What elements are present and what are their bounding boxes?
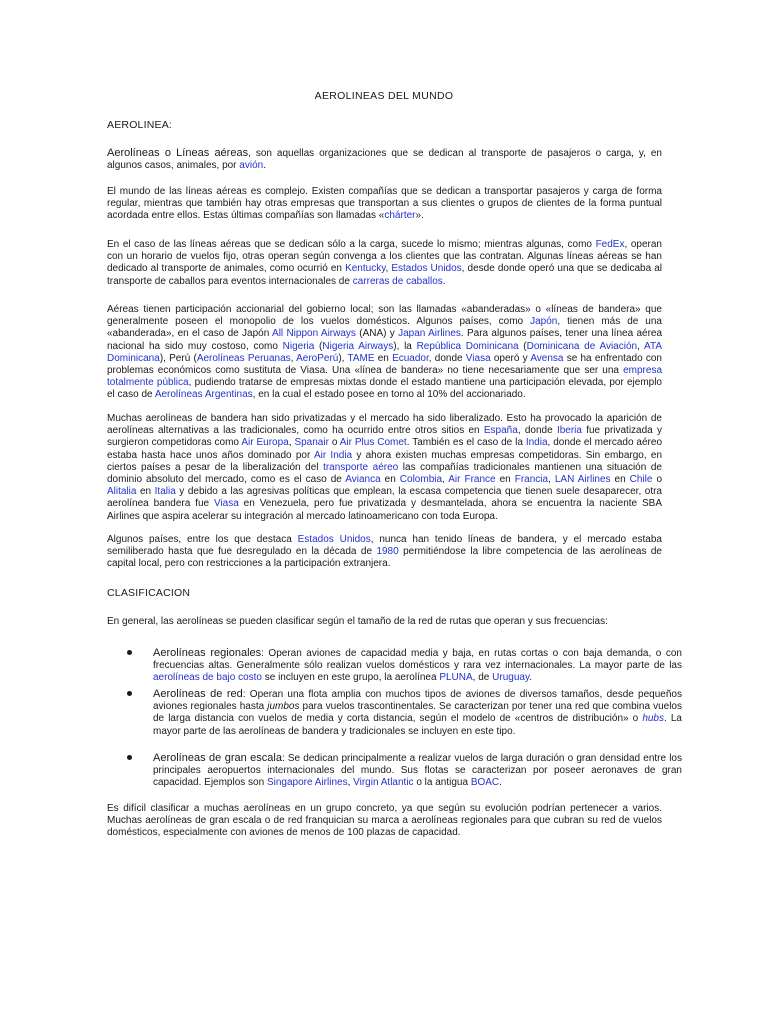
hyperlink[interactable]: España	[483, 425, 518, 437]
paragraph-deregulation	[107, 534, 662, 571]
hyperlink[interactable]: avión	[239, 160, 264, 172]
hyperlink[interactable]: aerolíneas de bajo costo	[153, 672, 262, 684]
section-heading-aerolinea: AEROLINEA:	[107, 119, 173, 131]
text-run: Muchas aerolíneas de bandera han sido privatizadas y el mercado ha sido liberalizado. Esto ha provocado la aparición de aerolíneas alternativas a las tradicionales, como ha ocurrido entre otros sitios en	[107, 413, 662, 437]
text-run: En general, las aerolíneas se pueden clasificar según el tamaño de la red de rutas que operan y sus frecuencias:	[107, 616, 608, 627]
text-run: en Venezuela, pero fue privatizada y desmantelada, ahora se encuentra la naciente SBA Airlines que aspira acelerar su integración al mercado latinoamericano con toda Europa.	[107, 498, 662, 522]
bullet-icon	[127, 755, 132, 760]
hyperlink[interactable]: Viasa	[465, 352, 491, 364]
hyperlink[interactable]: Ecuador	[392, 352, 429, 364]
hyperlink[interactable]: LAN Airlines	[554, 474, 611, 486]
hyperlink[interactable]: BOAC	[470, 777, 500, 789]
hyperlink[interactable]: Alitalia	[107, 486, 137, 498]
text-run: jumbos	[267, 701, 300, 713]
hyperlink[interactable]: 1980	[376, 546, 399, 558]
hyperlink[interactable]: Francia	[514, 474, 549, 486]
text-run: , operan con un horario de vuelos fijo, otras operan según convenga a los clientes que las contratan. Algunas líneas aéreas se han dedicado al transporte de animales, como ocurrió en	[107, 239, 662, 275]
paragraph-flag-carriers	[107, 304, 662, 402]
text-run: .	[499, 777, 502, 789]
text-run: Aerolíneas regionales	[153, 647, 262, 659]
bullet-icon	[127, 650, 132, 655]
text-run: , son aquellas organizaciones que se dedican al transporte de pasajeros o carga, y, en algunos casos, animales, por	[107, 148, 662, 172]
hyperlink[interactable]: Italia	[154, 486, 176, 498]
hyperlink[interactable]: Nigeria Airways	[322, 340, 394, 352]
text-run: , donde	[517, 425, 557, 437]
text-run: .	[263, 160, 266, 172]
hyperlink[interactable]: Iberia	[556, 425, 582, 437]
hyperlink[interactable]: Colombia	[399, 474, 443, 486]
text-run: Aerolíneas o Líneas aéreas	[107, 147, 249, 159]
text-run: . Para algunos países, tener una línea aérea nacional ha sido muy costoso, como	[107, 328, 663, 352]
text-run: en	[136, 486, 155, 498]
hyperlink[interactable]: hubs	[642, 713, 664, 725]
hyperlink[interactable]: Aerolíneas Argentinas	[154, 389, 253, 401]
hyperlink[interactable]: carreras de caballos	[352, 275, 443, 287]
text-run: las compañías tradicionales mantienen una situación de dominio absoluto del mercado, como es el caso de	[107, 461, 662, 486]
text-run: Es difícil clasificar a muchas aerolíneas en un grupo concreto, ya que según su evolución podrían pertenecer a varios. Muchas aerolíneas de gran escala o de red franquician su marca a aerolíneas regionales para que cubran su red de vuelos domésticos, especialmente con aviones de menos de 100 plazas de capacidad.	[107, 803, 662, 839]
text-run: Aerolíneas de red	[153, 688, 243, 700]
hyperlink[interactable]: Virgin Atlantic	[353, 777, 414, 789]
hyperlink[interactable]: Nigeria	[282, 340, 315, 352]
text-run: , en la cual el estado posee en torno al 10% del accionariado.	[252, 389, 526, 401]
hyperlink[interactable]: Dominicana de Aviación	[526, 340, 638, 352]
text-run: operó y	[490, 352, 531, 364]
hyperlink[interactable]: transporte aéreo	[323, 461, 399, 473]
hyperlink[interactable]: Viasa	[213, 498, 239, 510]
text-run: .	[529, 672, 532, 684]
paragraph-privatization	[107, 413, 662, 523]
text-run: ,	[290, 352, 297, 364]
hyperlink[interactable]: India	[525, 437, 548, 449]
text-run: o	[328, 437, 340, 449]
hyperlink[interactable]: Spanair	[294, 437, 329, 449]
text-run: Aéreas tienen participación accionarial del gobierno local; son las llamadas «abanderadas» o «líneas de bandera» que generalmente poseen el monopolio de los vuelos domésticos. Algunos países, como	[107, 304, 662, 328]
text-run: En el caso de las líneas aéreas que se dedican sólo a la carga, sucede lo mismo; mientras algunas, como	[107, 239, 596, 250]
text-run: fue privatizada y surgieron competidoras como	[107, 425, 662, 449]
text-run: en	[610, 474, 630, 486]
text-run: y ahora existen muchas empresas competidoras. Sin embargo, en ciertos países a pesar de la liberalización del	[107, 449, 663, 473]
hyperlink[interactable]: Aerolíneas Peruanas	[196, 352, 291, 364]
text-run: para vuelos trascontinentales. Se caracterizan por tener una red que combina vuelos de larga distancia con vuelos de media y corta distancia, según el modelo de «centros de distribución» o	[153, 701, 682, 725]
hyperlink[interactable]: Kentucky	[345, 263, 386, 275]
hyperlink[interactable]: Singapore Airlines	[266, 777, 348, 789]
text-run: ,	[347, 777, 354, 789]
list-item-large-scale-text	[153, 752, 682, 790]
hyperlink[interactable]: Avensa	[530, 352, 564, 364]
text-run: en	[380, 474, 400, 486]
text-run: . La mayor parte de las aerolíneas de bandera y tradicionales se incluyen en este tipo.	[153, 713, 682, 737]
document-title: AEROLINEAS DEL MUNDO	[314, 90, 454, 102]
text-run: El mundo de las líneas aéreas es complejo. Existen compañías que se dedican a transportar pasajeros y carga de forma regular, mientras que también hay otras empresas que transportan a sus clientes o grupos de clientes de la forma puntual acordada entre ellos. Estas últimas compañías son llamadas «	[107, 186, 662, 222]
hyperlink[interactable]: TAME	[347, 352, 375, 364]
paragraph-classification-intro	[107, 616, 662, 628]
text-run: (ANA) y	[355, 328, 399, 340]
text-run: , donde	[428, 352, 466, 364]
hyperlink[interactable]: AeroPerú	[296, 352, 339, 364]
text-run: ), Perú (	[159, 352, 197, 364]
text-run: se incluyen en este grupo, la aerolínea	[261, 672, 440, 684]
hyperlink[interactable]: Estados Unidos	[391, 263, 462, 275]
hyperlink[interactable]: PLUNA	[439, 672, 473, 684]
text-run: ,	[288, 437, 295, 449]
paragraph-definition	[107, 147, 662, 172]
text-run: se ha enfrentado con problemas económicos como sustituta de Viasa. Una «línea de bandera» no tiene necesariamente que ser una	[107, 352, 662, 377]
hyperlink[interactable]: Estados Unidos	[297, 534, 371, 545]
text-run: , tienen más de una «abanderada», en el caso de Japón	[107, 316, 662, 340]
hyperlink[interactable]: Air India	[313, 449, 353, 461]
hyperlink[interactable]: Japan Airlines	[398, 328, 461, 340]
text-run: ,	[548, 474, 555, 486]
text-run: ), la	[393, 340, 417, 352]
text-run: o	[652, 474, 663, 486]
text-run: ,	[442, 474, 449, 486]
text-run: en	[495, 474, 515, 486]
section-heading-clasificacion: CLASIFICACION	[107, 587, 191, 599]
text-run: o la antigua	[413, 777, 471, 789]
text-run: , pudiendo tratarse de empresas mixtas donde el estado mantiene una participación elevada, por ejemplo el caso de	[107, 377, 662, 401]
text-run: : Operan aviones de capacidad media y baja, en rutas cortas o con baja demanda, o con frecuencias altas. Generalmente sólo realizan vuelos domésticos y rara vez internacionales. La mayor parte de las	[153, 648, 682, 672]
text-run: Algunos países, entre los que destaca	[107, 534, 298, 545]
text-run: .	[442, 275, 446, 287]
text-run: Aerolíneas de gran escala	[153, 752, 282, 764]
paragraph-complexity	[107, 186, 662, 223]
text-run: : Se dedican principalmente a realizar vuelos de larga duración o gran densidad entre los principales aeropuertos internacionales del mundo. Sus flotas se caracterizan por poseer aeronaves de gran capacidad. Ejemplos son	[153, 753, 682, 789]
hyperlink[interactable]: chárter	[384, 210, 416, 222]
text-run: ,	[637, 340, 645, 352]
hyperlink[interactable]: All Nippon Airways	[272, 328, 356, 340]
bullet-icon	[127, 691, 132, 696]
text-run: . También es el caso de la	[406, 437, 526, 449]
text-run: ),	[338, 352, 348, 364]
hyperlink[interactable]: República Dominicana	[416, 340, 519, 352]
hyperlink[interactable]: Air France	[448, 474, 496, 486]
list-item-network-text	[153, 688, 682, 738]
text-run: (	[518, 340, 527, 352]
hyperlink[interactable]: Japón	[530, 316, 558, 328]
text-run: , nunca han tenido líneas de bandera, y el mercado estaba semiliberado hasta que fue desregulado en la década de	[107, 534, 662, 558]
text-run: , desde donde operó una que se dedicaba al transporte de caballos para eventos internacionales de	[107, 263, 662, 287]
text-run: , de	[472, 672, 493, 684]
hyperlink[interactable]: empresa totalmente pública	[107, 365, 662, 389]
hyperlink[interactable]: Chile	[629, 474, 653, 486]
text-run: en	[374, 352, 393, 364]
hyperlink[interactable]: Uruguay	[492, 672, 530, 684]
paragraph-conclusion	[107, 803, 662, 840]
text-run: permitiéndose la libre competencia de las aerolíneas de capital local, pero con restricciones a la participación extranjera.	[107, 546, 662, 570]
text-run: y debido a las agresivas políticas que emplean, la escasa competencia que tienen suele desaparecer, otra aerolínea bandera fue	[107, 486, 662, 510]
hyperlink[interactable]: Air Europa	[241, 437, 289, 449]
list-item-regional-text	[153, 647, 682, 685]
text-run: ,	[385, 263, 392, 275]
text-run: , donde el mercado aéreo estaba hasta hace unos años dominado por	[107, 437, 663, 461]
hyperlink[interactable]: Avianca	[345, 474, 381, 486]
hyperlink[interactable]: Air Plus Comet	[339, 437, 407, 449]
text-run: (	[314, 340, 323, 352]
hyperlink[interactable]: ATA Dominicana	[107, 340, 662, 364]
hyperlink[interactable]: FedEx	[595, 239, 625, 250]
text-run: ».	[415, 210, 424, 222]
paragraph-cargo	[107, 239, 662, 288]
text-run: : Operan una flota amplia con muchos tipos de aviones de diversos tamaños, desde pequeños aviones regionales hasta	[153, 689, 682, 713]
